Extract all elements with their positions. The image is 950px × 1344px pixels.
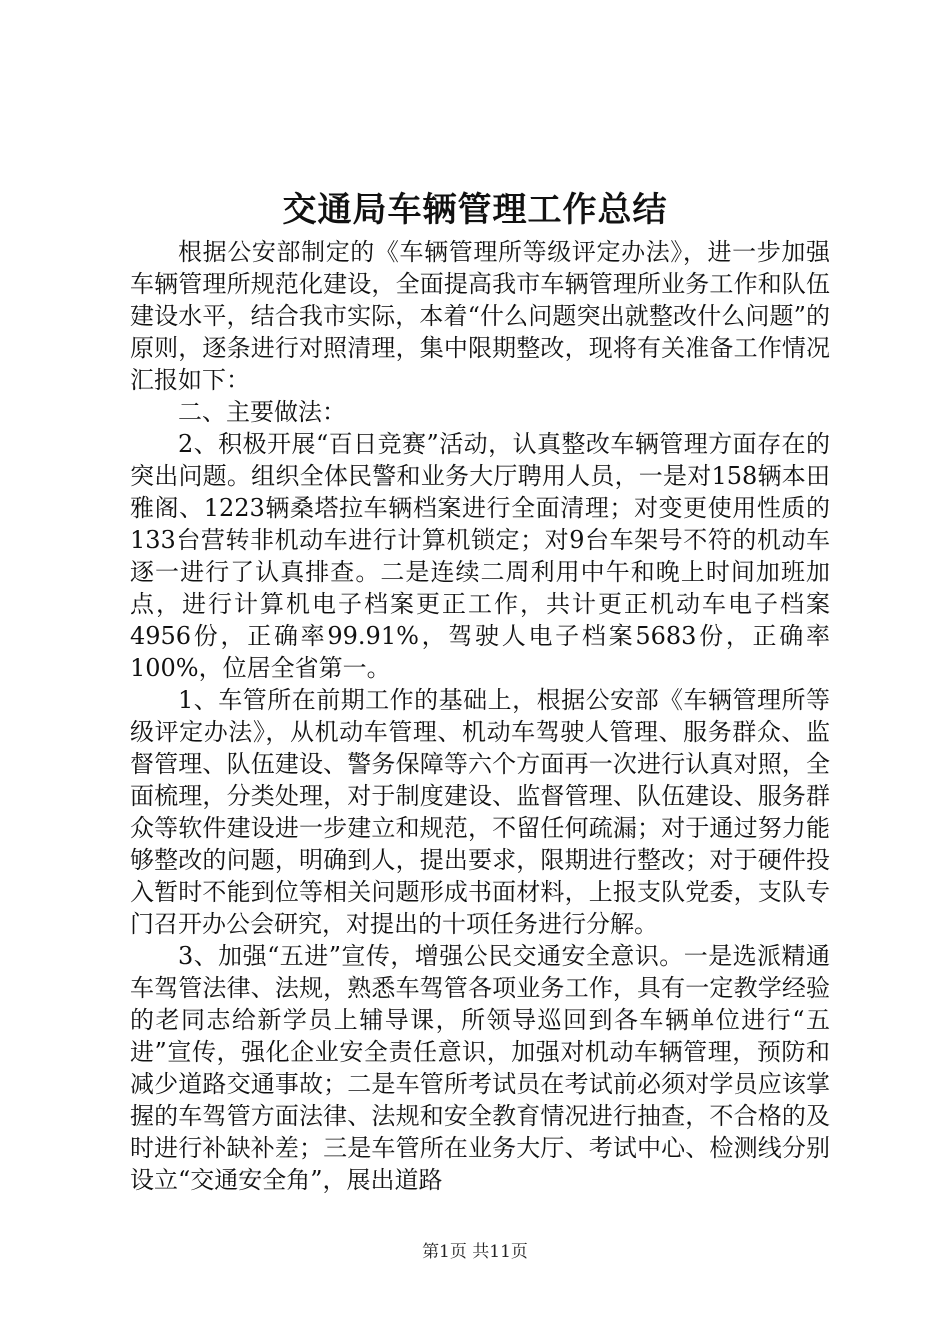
paragraph-item-3: 3、加强“五进”宣传，增强公民交通安全意识。一是选派精通车驾管法律、法规，熟悉车驾管各项业务工作，具有一定教学经验的老同志给新学员上辅导课，所领导巡回到各车辆单位进行“五进”宣传，强化企业安全责任意识，加强对机动车辆管理，预防和减少道路交通事故；二是车管所考试员在考试前必须对学员应该掌握的车驾管方面法律、法规和安全教育情况进行抽查，不合格的及时进行补缺补差；三是车管所在业务大厅、考试中心、检测线分别设立“交通安全角”，展出道路 [130,942,830,1194]
paragraph-section-heading: 二、主要做法： [178,398,346,426]
document-body [130,236,830,1196]
paragraph-item-2: 2、积极开展“百日竞赛”活动，认真整改车辆管理方面存在的突出问题。组织全体民警和业务大厅聘用人员，一是对158辆本田雅阁、1223辆桑塔拉车辆档案进行全面清理；对变更使用性质的133台营转非机动车进行计算机锁定；对9台车架号不符的机动车逐一进行了认真排查。二是连续二周利用中午和晚上时间加班加点，进行计算机电子档案更正工作，共计更正机动车电子档案4956份，正确率99.91%，驾驶人电子档案5683份，正确率100%，位居全省第一。 [130,430,830,682]
document-title: 交通局车辆管理工作总结 [282,190,668,230]
page-number-footer: 第1页 共11页 [422,1242,528,1262]
paragraph-intro: 根据公安部制定的《车辆管理所等级评定办法》，进一步加强车辆管理所规范化建设，全面提高我市车辆管理所业务工作和队伍建设水平，结合我市实际，本着“什么问题突出就整改什么问题”的原则，逐条进行对照清理，集中限期整改，现将有关准备工作情况汇报如下： [130,238,830,394]
paragraph-item-1: 1、车管所在前期工作的基础上，根据公安部《车辆管理所等级评定办法》，从机动车管理、机动车驾驶人管理、服务群众、监督管理、队伍建设、警务保障等六个方面再一次进行认真对照，全面梳理，分类处理，对于制度建设、监督管理、队伍建设、服务群众等软件建设进一步建立和规范，不留任何疏漏；对于通过努力能够整改的问题，明确到人，提出要求，限期进行整改；对于硬件投入暂时不能到位等相关问题形成书面材料，上报支队党委，支队专门召开办公会研究，对提出的十项任务进行分解。 [130,686,830,938]
